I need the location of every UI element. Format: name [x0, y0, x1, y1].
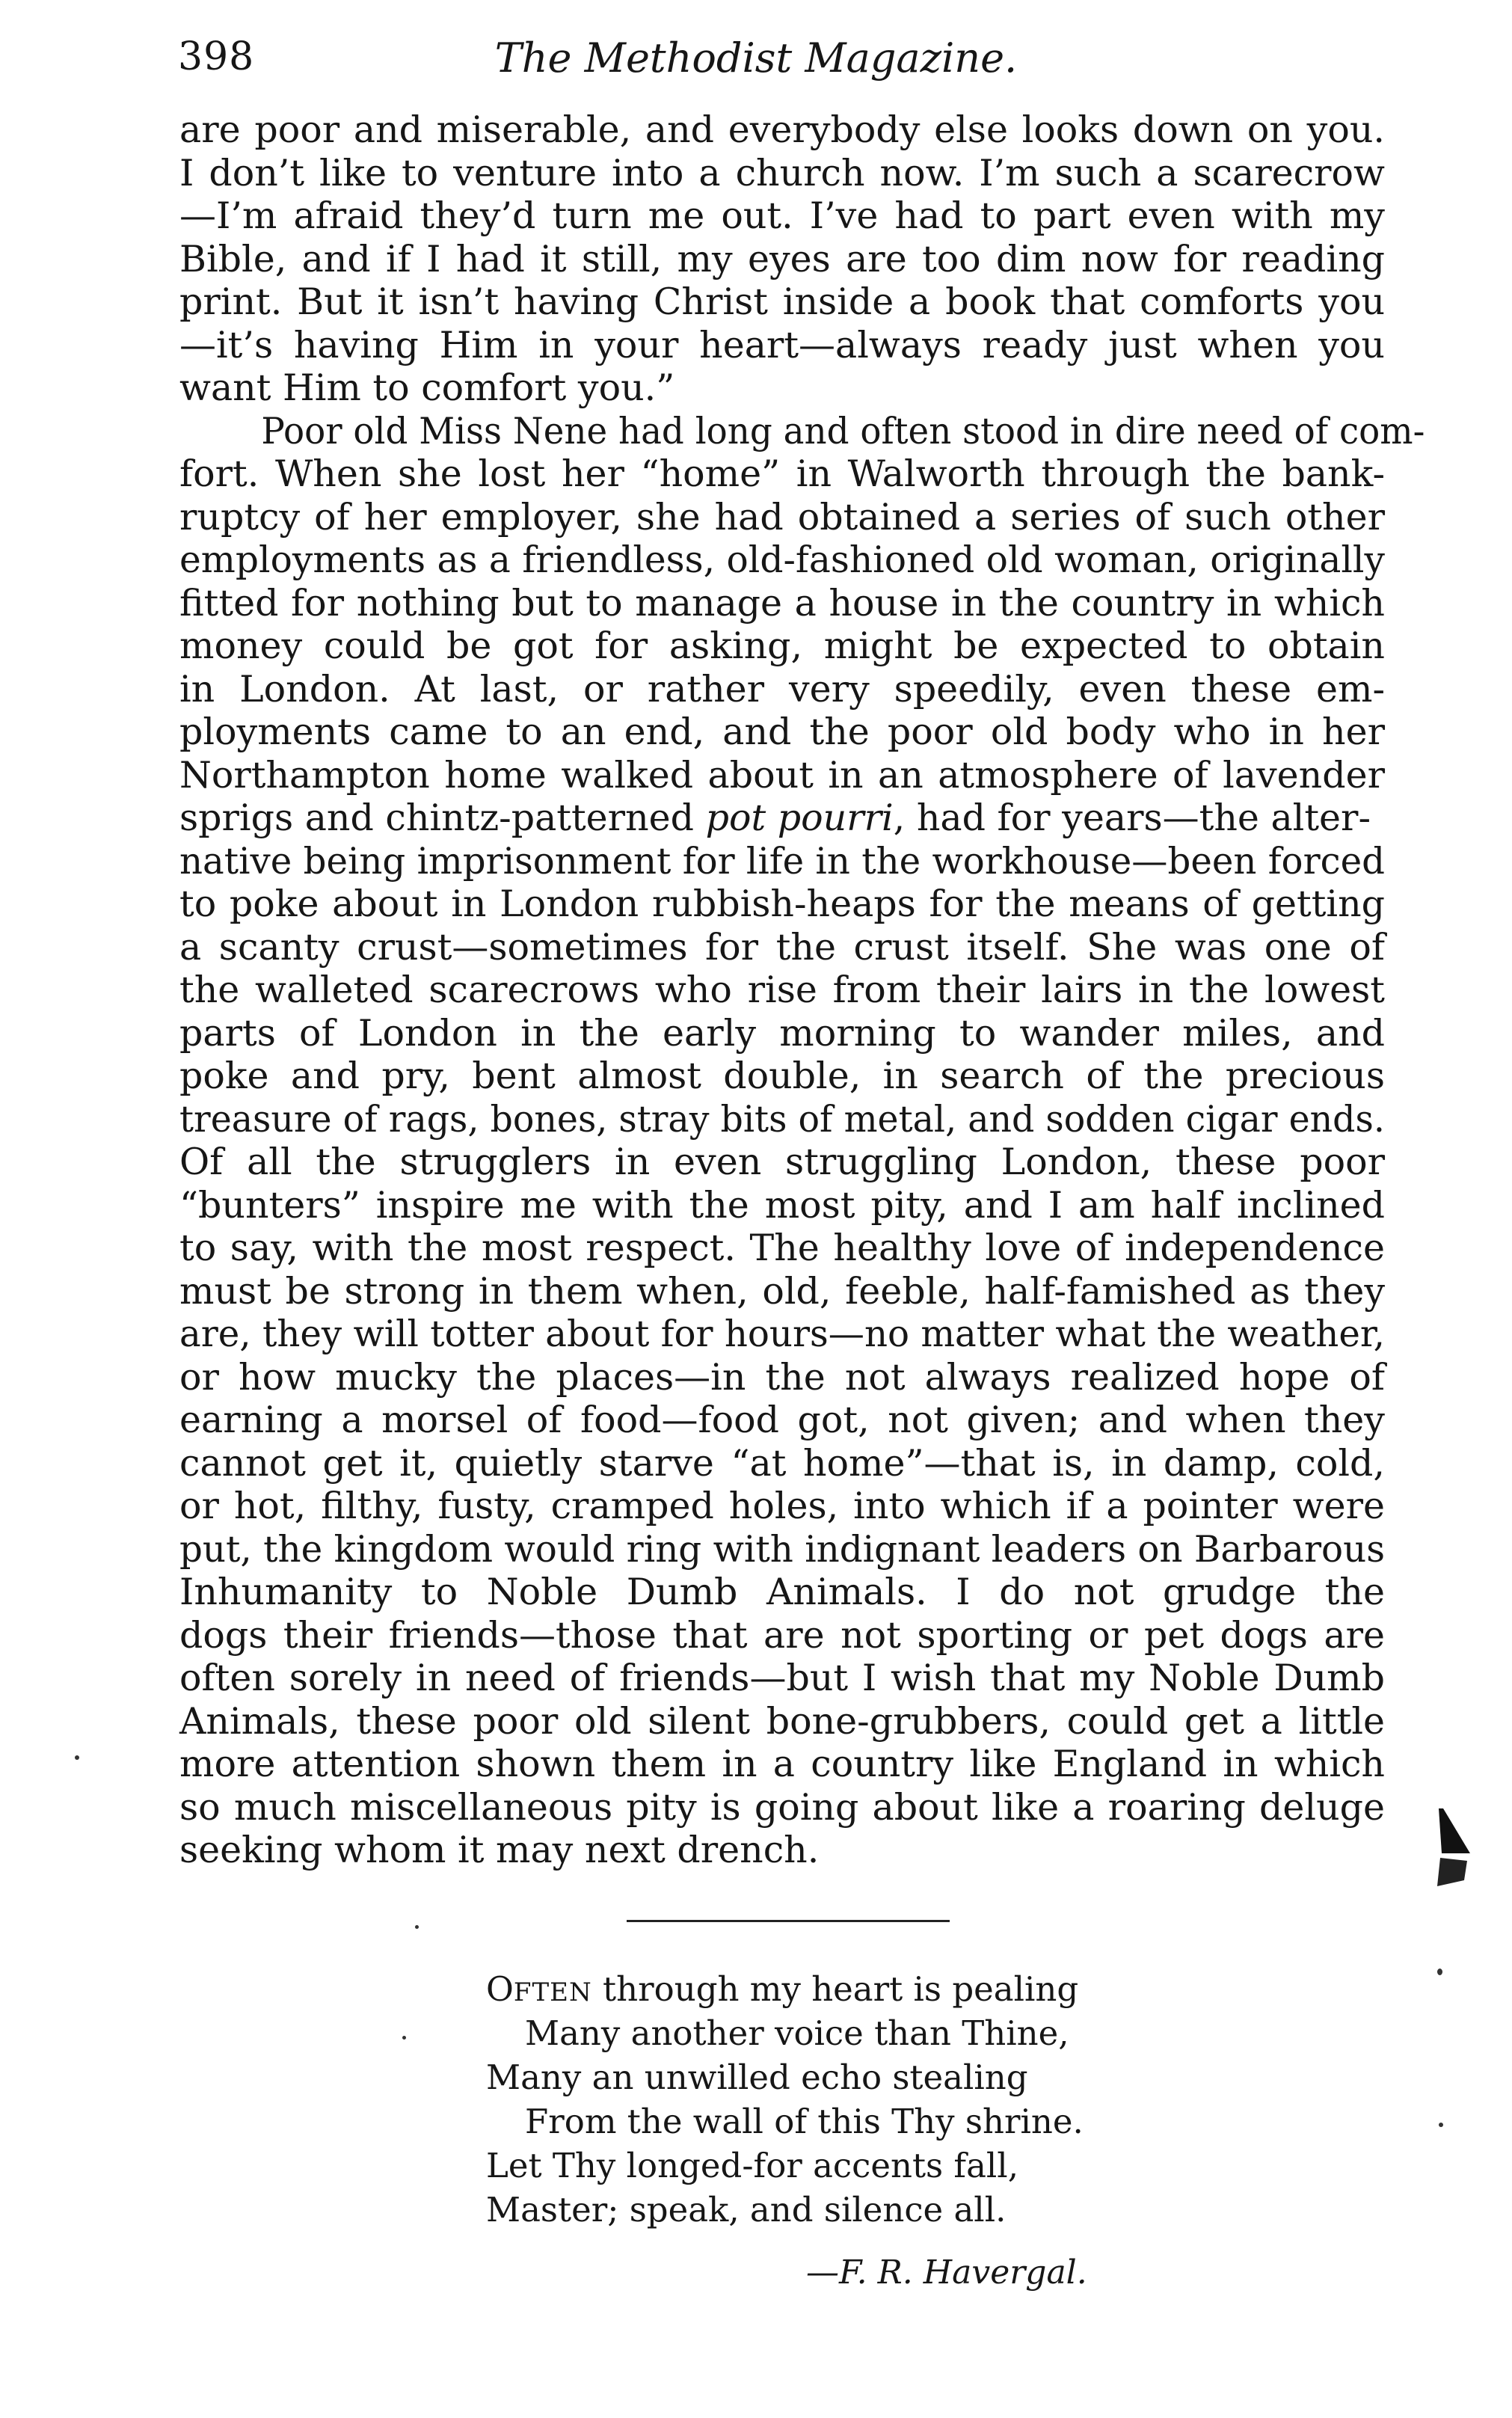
- text-line: sprigs and chintz-patterned pot pourri, had for years—the alter-: [179, 797, 1371, 839]
- text-line: Of all the strugglers in even struggling London, these poor: [179, 1141, 1385, 1183]
- poem-line: From the wall of this Thy shrine.: [525, 2102, 1084, 2141]
- text-line: earning a morsel of food—food got, not given; and when they: [179, 1399, 1385, 1441]
- poem-line: Let Thy longed-for accents fall,: [486, 2146, 1019, 2185]
- text-line: are poor and miserable, and everybody else looks down on you.: [179, 108, 1385, 151]
- text-line: Bible, and if I had it still, my eyes are too dim now for reading: [179, 237, 1385, 280]
- margin-speck: [415, 1925, 419, 1929]
- text-line: or hot, filthy, fusty, cramped holes, into which if a pointer were: [179, 1485, 1385, 1527]
- body-text: [179, 108, 1425, 1872]
- text-line: or how mucky the places—in the not always realized hope of: [179, 1355, 1385, 1399]
- text-line: print. But it isn’t having Christ inside a book that comforts you: [179, 280, 1385, 323]
- text-line: treasure of rags, bones, stray bits of metal, and sodden cigar ends.: [179, 1097, 1385, 1141]
- text-line: fort. When she lost her “home” in Walworth through the bank-: [179, 452, 1385, 495]
- text-line: ruptcy of her employer, she had obtained a series of such other: [179, 495, 1385, 538]
- text-line: parts of London in the early morning to wander miles, and: [179, 1011, 1385, 1055]
- text-line: employments as a friendless, old-fashioned old woman, originally: [179, 538, 1385, 581]
- text-line: Animals, these poor old silent bone-grubbers, could get a little: [179, 1699, 1385, 1743]
- page-number: 398: [178, 34, 255, 79]
- text-line: Northampton home walked about in an atmosphere of lavender: [179, 753, 1385, 797]
- text-line: “bunters” inspire me with the most pity, and I am half inclined: [179, 1183, 1385, 1227]
- text-line: Poor old Miss Nene had long and often stood in dire need of com-: [261, 409, 1425, 452]
- margin-speck: [1437, 1969, 1442, 1975]
- text-line: fitted for nothing but to manage a house in the country in which: [179, 581, 1385, 625]
- poem-line: [486, 1967, 1084, 2011]
- text-line: more attention shown them in a country like England in which: [179, 1743, 1385, 1785]
- margin-ink-mark: [1434, 1808, 1473, 1891]
- poem-smallcaps: FTEN: [513, 1977, 592, 2007]
- poem-first-rest: through my heart is pealing: [591, 1969, 1079, 2009]
- section-rule: [627, 1920, 950, 1922]
- text-line: in London. At last, or rather very speedily, even these em-: [179, 667, 1385, 711]
- text-line: money could be got for asking, might be expected to obtain: [179, 625, 1385, 667]
- poem-attribution: —F. R. Havergal.: [806, 2253, 1087, 2292]
- text-line: to say, with the most respect. The healthy love of independence: [179, 1227, 1385, 1269]
- text-line: —I’m afraid they’d turn me out. I’ve had to part even with my: [179, 194, 1385, 237]
- text-line: —it’s having Him in your heart—always ready just when you: [179, 323, 1385, 366]
- text-line: put, the kingdom would ring with indignant leaders on Barbarous: [179, 1527, 1385, 1571]
- margin-speck: [402, 2036, 406, 2040]
- italic-phrase: pot pourri: [705, 797, 894, 839]
- text-line: poke and pry, bent almost double, in search of the precious: [179, 1055, 1385, 1097]
- poem: [486, 1967, 1084, 2232]
- text-line: ployments came to an end, and the poor old body who in her: [179, 711, 1385, 753]
- text-line: are, they will totter about for hours—no matter what the weather,: [179, 1313, 1385, 1355]
- text-line: native being imprisonment for life in the workhouse—been forced: [179, 839, 1385, 883]
- text-line: the walleted scarecrows who rise from their lairs in the lowest: [179, 969, 1385, 1011]
- text-line: so much miscellaneous pity is going about like a roaring deluge: [179, 1785, 1385, 1829]
- poem-line: Master; speak, and silence all.: [486, 2190, 1007, 2230]
- poem-line: Many another voice than Thine,: [525, 2013, 1069, 2053]
- text-line: I don’t like to venture into a church now. I’m such a scarecrow: [179, 151, 1385, 194]
- text-line: dogs their friends—those that are not sporting or pet dogs are: [179, 1613, 1385, 1657]
- poem-initial: O: [486, 1969, 514, 2009]
- text-line: to poke about in London rubbish-heaps for the means of getting: [179, 883, 1385, 925]
- running-title: The Methodist Magazine.: [494, 34, 1018, 82]
- poem-line: Many an unwilled echo stealing: [486, 2058, 1028, 2097]
- text-line: seeking whom it may next drench.: [179, 1829, 820, 1871]
- text-line: want Him to comfort you.”: [179, 366, 675, 409]
- text-line: cannot get it, quietly starve “at home”—that is, in damp, cold,: [179, 1441, 1385, 1485]
- text-line: often sorely in need of friends—but I wish that my Noble Dumb: [179, 1657, 1385, 1699]
- text-line: Inhumanity to Noble Dumb Animals. I do not grudge the: [179, 1571, 1385, 1613]
- margin-speck: [75, 1755, 79, 1760]
- margin-speck: [1439, 2123, 1443, 2127]
- text-line: a scanty crust—sometimes for the crust itself. She was one of: [179, 925, 1385, 969]
- text-line: must be strong in them when, old, feeble, half-famished as they: [179, 1269, 1385, 1313]
